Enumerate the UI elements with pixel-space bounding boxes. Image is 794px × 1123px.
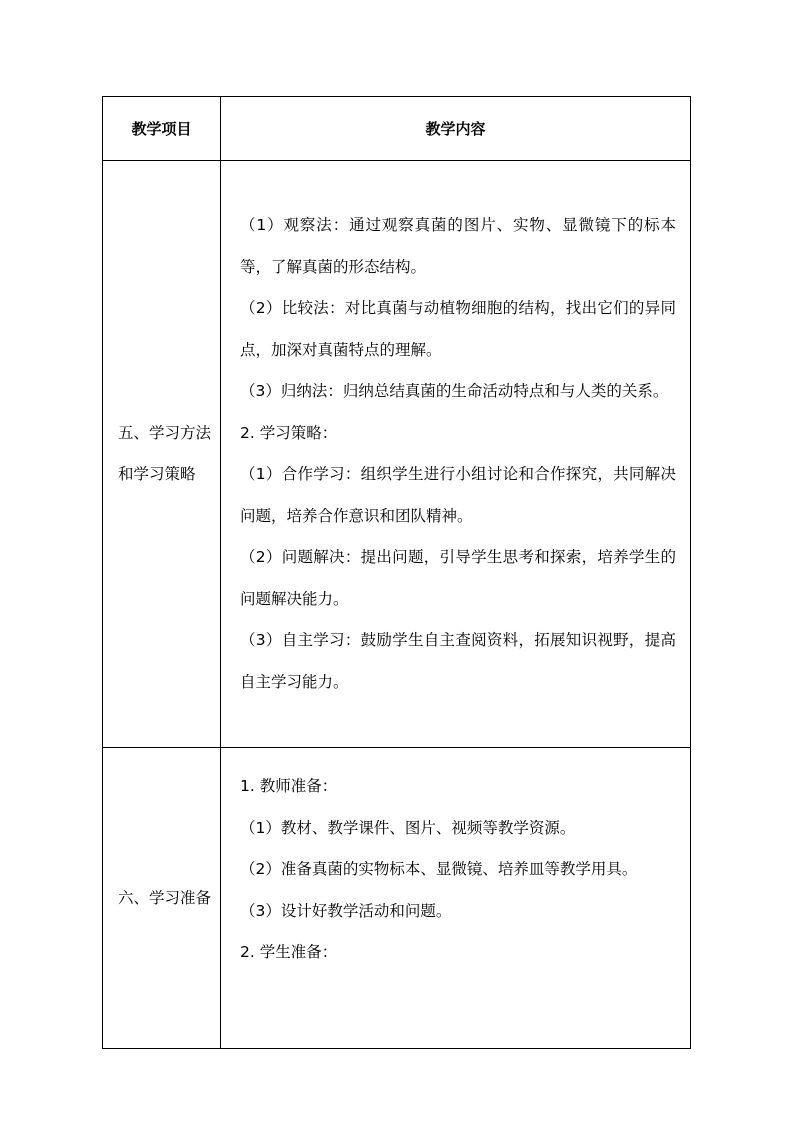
content-paragraph: （3）自主学习：鼓励学生自主查阅资料，拓展知识视野，提高自主学习能力。 [240, 631, 676, 691]
row-item-label: 六、学习准备 [103, 748, 221, 1049]
row-content [221, 748, 691, 1049]
content-paragraph: （1）教材、教学课件、图片、视频等教学资源。 [240, 818, 576, 837]
row-content [221, 161, 691, 748]
content-paragraph: （1）观察法：通过观察真菌的图片、实物、显微镜下的标本等，了解真菌的形态结构。 [240, 216, 676, 276]
table-row [103, 161, 691, 748]
header-content: 教学内容 [221, 97, 691, 161]
content-paragraph: （2）准备真菌的实物标本、显微镜、培养皿等教学用具。 [240, 860, 638, 878]
table-row [103, 748, 691, 1049]
content-paragraph: （2）问题解决：提出问题，引导学生思考和探索，培养学生的问题解决能力。 [240, 548, 676, 608]
content-paragraph: 2. 学习策略： [240, 423, 338, 442]
content-paragraph: 1. 教师准备： [240, 777, 338, 795]
content-paragraph: 2. 学生准备： [240, 943, 338, 961]
header-item: 教学项目 [103, 97, 221, 161]
content-paragraph: （3）归纳法：归纳总结真菌的生命活动特点和与人类的关系。 [240, 382, 669, 400]
content-paragraph: （2）比较法：对比真菌与动植物细胞的结构，找出它们的异同点，加深对真菌特点的理解。 [240, 299, 676, 359]
content-paragraph: （3）设计好教学活动和问题。 [240, 901, 452, 920]
lesson-plan-table [102, 96, 691, 1049]
content-paragraph: （1）合作学习：组织学生进行小组讨论和合作探究，共同解决问题，培养合作意识和团队精神。 [240, 465, 676, 525]
row-item-label: 五、学习方法和学习策略 [103, 161, 221, 748]
table-header-row [103, 97, 691, 161]
